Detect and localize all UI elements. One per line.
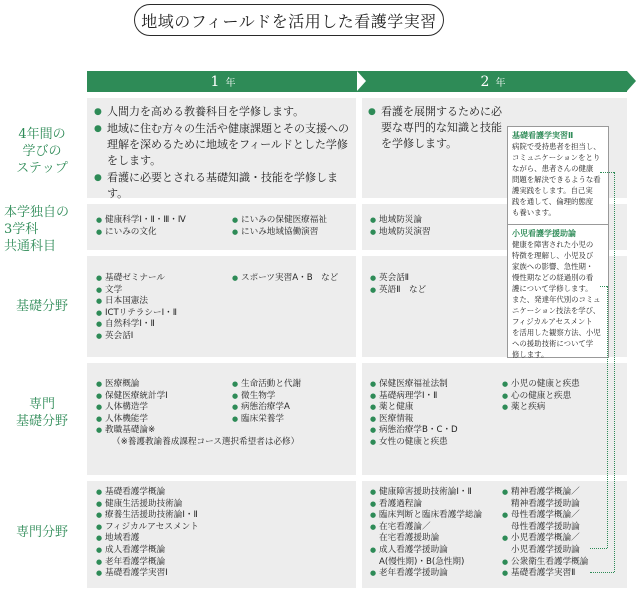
year-1-unit: 年 xyxy=(225,78,236,89)
row-label-spec-basic: 専門 基礎分野 xyxy=(15,397,68,429)
list-item: ● 保健医療福祉法制 xyxy=(370,379,458,391)
spec-y1-list xyxy=(96,487,199,580)
connector-line xyxy=(590,548,607,549)
list-item: ● 生命活動と代謝 xyxy=(232,379,301,391)
row-label-step: 4年間の 学びの ステップ xyxy=(16,127,68,176)
list-item: ● 小児の健康と疾患 xyxy=(502,379,580,391)
page-title: 地域のフィールドを活用した看護学実習 xyxy=(141,11,437,31)
connector-line xyxy=(607,286,608,548)
connector-line xyxy=(614,172,615,572)
basic-y1-list-b xyxy=(232,273,338,285)
common-y1-list-b xyxy=(232,215,327,238)
list-item: ● 日本国憲法 xyxy=(96,296,177,308)
list-item: ● 精神看護学概論／ xyxy=(502,487,588,499)
list-item: ● 地域防災論 xyxy=(370,215,431,227)
page-title-box xyxy=(134,4,444,36)
infobox-body-line: 護について学修します。 xyxy=(512,284,593,293)
connector-line xyxy=(600,172,614,173)
infobox-body-line: 問題を解決できるような看 xyxy=(512,175,601,184)
list-item: ● 文学 xyxy=(96,285,177,297)
infobox-pediatric xyxy=(507,224,609,358)
year-2-arrow xyxy=(627,71,636,91)
list-item: ● 英会話Ⅰ xyxy=(96,331,177,343)
list-item-continued: 小児看護学援助論 xyxy=(511,544,580,555)
infobox-body-line: ニケーション技法を学び、 xyxy=(512,306,601,315)
year-1-number: 1 xyxy=(210,73,220,90)
list-item: ● にいみ地域協働演習 xyxy=(232,227,327,239)
spec-y2-list-a xyxy=(370,487,482,580)
list-item: ● 基礎病理学Ⅰ・Ⅱ xyxy=(370,391,458,403)
infobox-body-line: 修します。 xyxy=(512,350,549,359)
row-label-basic: 基礎分野 xyxy=(15,299,68,314)
year-1-header xyxy=(87,71,359,92)
list-item: ● 地域に住む方々の生活や健康課題とその支援への理解を深めるために地域をフィールドとした学修をします。 xyxy=(94,121,352,169)
list-item: ● 療養生活援助技術論Ⅰ・Ⅱ xyxy=(96,510,199,522)
infobox-body-line: 病院で受持患者を担当し、 xyxy=(512,142,601,151)
list-item: ● 人体機能学 xyxy=(96,414,168,426)
list-item: ● 母性看護学概論／ xyxy=(502,510,588,522)
list-item: ● 病態治療学A xyxy=(232,402,301,414)
infobox-body-line: また、発達年代別のコミュ xyxy=(512,295,601,304)
list-item: ● 自然科学Ⅰ・Ⅱ xyxy=(96,319,177,331)
year-2-header xyxy=(359,71,627,92)
list-item: ● 成人看護学概論 xyxy=(96,545,199,557)
spec-basic-note: （※養護教諭養成課程コース選択希望者は必修） xyxy=(112,437,300,447)
list-item: ● 地域防災演習 xyxy=(370,227,431,239)
infobox-body-line: 健康を障害された小児の xyxy=(512,240,594,249)
list-item: ● 保健医療統計学Ⅰ xyxy=(96,391,168,403)
list-item-continued: A(慢性期)・B(急性期) xyxy=(379,556,465,567)
list-item: ● スポーツ実習A・B など xyxy=(232,273,338,285)
list-item: ● 小児看護学概論／ xyxy=(502,533,588,545)
list-item: ● 地域看護 xyxy=(96,533,199,545)
spec-basic-y1-list-b xyxy=(232,379,301,425)
list-item: ● 教職基礎論※ xyxy=(96,425,168,437)
list-item: ● にいみの保健医療福祉 xyxy=(232,215,327,227)
list-item: ● 英語Ⅱ など xyxy=(370,285,426,297)
list-item-continued: 母性看護学援助論 xyxy=(511,521,580,532)
list-item: ● 女性の健康と疾患 xyxy=(370,437,458,449)
list-item: ● 老年看護学概論 xyxy=(96,557,199,569)
infobox-body-line: を活用した観察方法、小児 xyxy=(512,328,601,337)
common-y2-list xyxy=(370,215,431,238)
list-item: ● 臨床栄養学 xyxy=(232,414,301,426)
list-item: ● ICTリテラシーⅠ・Ⅱ xyxy=(96,308,177,320)
list-item: ● 病態治療学B・C・D xyxy=(370,425,458,437)
list-item: ● 医療情報 xyxy=(370,414,458,426)
spec-basic-y1-list-a xyxy=(96,379,168,437)
list-item: ● 基礎看護学概論 xyxy=(96,487,199,499)
infobox-heading: 基礎看護学実習Ⅱ xyxy=(512,131,574,140)
list-item-continued: 在宅看護援助論 xyxy=(379,533,440,544)
list-item: ● 看護に必要とされる基礎知識・技能を学修します。 xyxy=(94,170,352,202)
infobox-practicum-2 xyxy=(507,126,609,226)
list-item: ● 薬と健康 xyxy=(370,402,458,414)
list-item: ● 成人看護学援助論 xyxy=(370,545,482,557)
infobox-body-line: への援助技術について学 xyxy=(512,339,594,348)
list-item: ● 基礎看護学実習Ⅱ xyxy=(502,568,588,580)
list-item: ● 基礎看護学実習Ⅰ xyxy=(96,568,199,580)
step-y2-list xyxy=(368,104,508,153)
infobox-heading: 小児看護学援助論 xyxy=(512,229,576,238)
list-item-continued: 精神看護学援助論 xyxy=(511,498,580,509)
infobox-body-line: も養います。 xyxy=(512,208,556,217)
list-item: ● 人体構造学 xyxy=(96,402,168,414)
common-y1-list-a xyxy=(96,215,186,238)
spec-basic-y2-list-b xyxy=(502,379,580,414)
infobox-body-line: コミュニケーションをとり xyxy=(512,153,601,162)
year-2-unit: 年 xyxy=(495,78,506,89)
list-item: ● フィジカルアセスメント xyxy=(96,522,199,534)
infobox-body-line: 践を通して、倫理的態度 xyxy=(512,197,594,206)
step-y1-list xyxy=(94,104,352,203)
connector-line xyxy=(590,572,614,573)
list-item: ● 心の健康と疾患 xyxy=(502,391,580,403)
row-label-spec: 専門分野 xyxy=(15,525,68,540)
infobox-body-line: フィジカルアセスメント xyxy=(512,317,593,326)
list-item: ● 看護を展開するために必要な専門的な知識と技能を学修します。 xyxy=(368,104,508,152)
year-2-number: 2 xyxy=(480,73,490,90)
spec-basic-y2-list-a xyxy=(370,379,458,449)
list-item: ● 健康生活援助技術論 xyxy=(96,499,199,511)
basic-y2-list xyxy=(370,273,426,296)
list-item: ● 健康障害援助技術論Ⅰ・Ⅱ xyxy=(370,487,482,499)
list-item: ● 医療概論 xyxy=(96,379,168,391)
infobox-body-line: 家族への影響、急性期・ xyxy=(512,262,594,271)
list-item: ● 英会話Ⅱ xyxy=(370,273,426,285)
row-label-common: 本学独自の 3学科 共通科目 xyxy=(4,205,70,254)
list-item: ● 看護過程論 xyxy=(370,499,482,511)
infobox-body-line: ながら、患者さんの健康 xyxy=(512,164,594,173)
connector-line xyxy=(600,286,607,287)
list-item: ● 薬と疾病 xyxy=(502,402,580,414)
list-item: ● 人間力を高める教養科目を学修します。 xyxy=(94,104,352,120)
list-item: ● にいみの文化 xyxy=(96,227,186,239)
list-item: ● 公衆衛生看護学概論 xyxy=(502,557,588,569)
basic-y1-list-a xyxy=(96,273,177,343)
list-item: ● 健康科学Ⅰ・Ⅱ・Ⅲ・Ⅳ xyxy=(96,215,186,227)
list-item: ● 基礎ゼミナール xyxy=(96,273,177,285)
list-item: ● 在宅看護論／ xyxy=(370,522,482,534)
infobox-body-line: 護実践をします。自己実 xyxy=(512,186,593,195)
infobox-body-line: 慢性期などの経過別の看 xyxy=(512,273,594,282)
list-item: ● 臨床判断と臨床看護学総論 xyxy=(370,510,482,522)
year-1-arrow xyxy=(357,71,366,91)
infobox-body-line: 特徴を理解し、小児及び xyxy=(512,251,594,260)
spec-y2-list-b xyxy=(502,487,588,580)
list-item: ● 老年看護学援助論 xyxy=(370,568,482,580)
list-item: ● 微生物学 xyxy=(232,391,301,403)
